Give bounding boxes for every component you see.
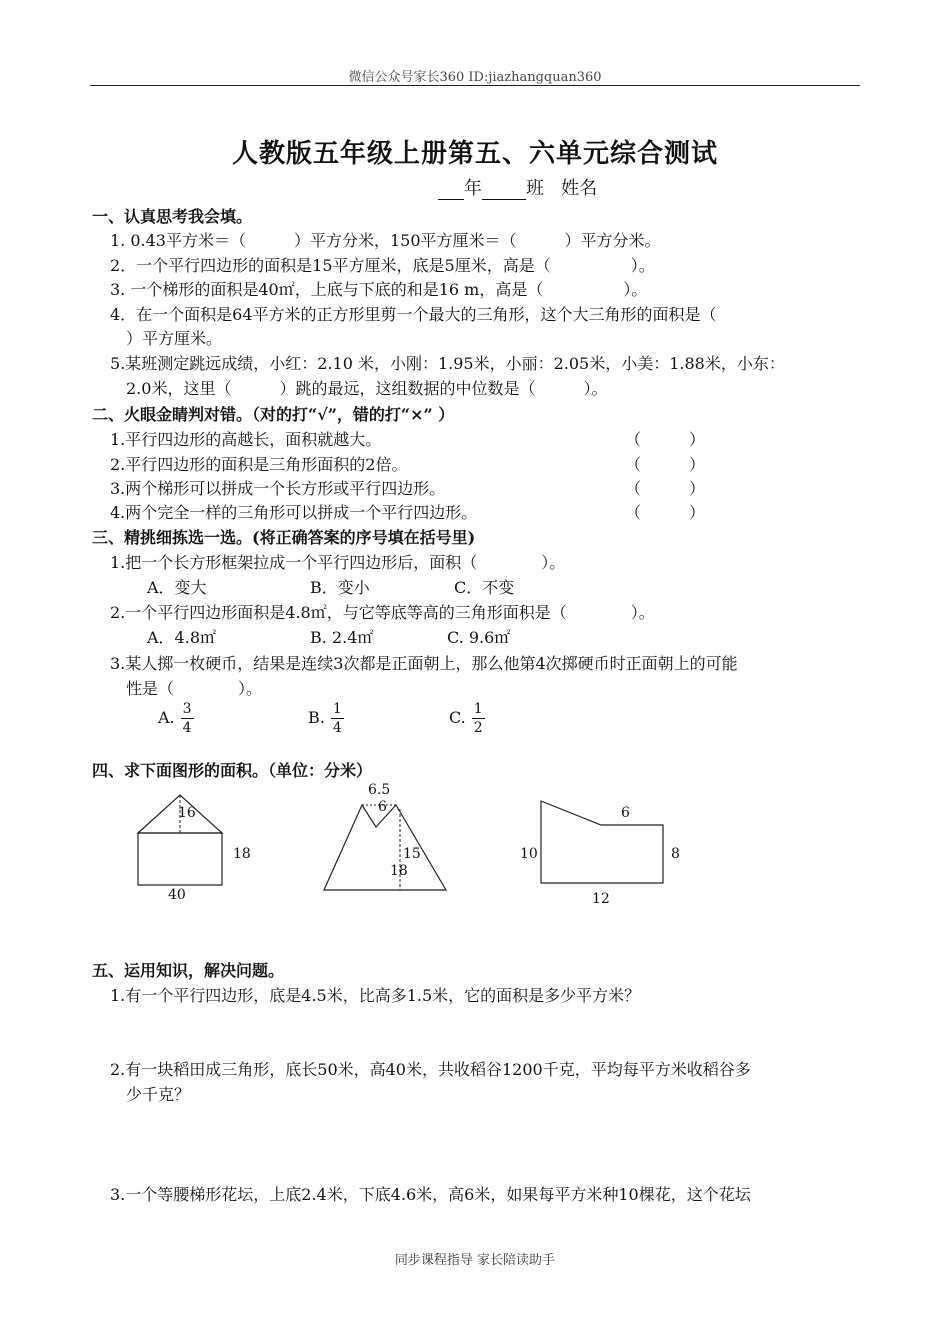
class-blank[interactable] bbox=[482, 181, 526, 200]
s2-answer-2[interactable]: （ ） bbox=[625, 455, 706, 474]
header-note: 微信公众号家长360 ID:jiazhangquan360 bbox=[348, 70, 602, 85]
fig1-rectangle bbox=[138, 833, 222, 885]
s2-item-4: 4.两个完全一样的三角形可以拼成一个平行四边形。 bbox=[110, 503, 478, 522]
fig2-label-inner: 6 bbox=[378, 799, 387, 815]
s1-question-5-line2: 2.0米，这里（ ）跳的最远，这组数据的中位数是（ ）。 bbox=[126, 379, 608, 398]
s1-question-2: 2．一个平行四边形的面积是15平方厘米，底是5厘米，高是（ ）。 bbox=[110, 256, 655, 275]
header-divider bbox=[90, 85, 860, 86]
s1-question-4-line1: 4．在一个面积是64平方米的正方形里剪一个最大的三角形，这个大三角形的面积是（ bbox=[110, 305, 717, 324]
fig1-label-bottom: 40 bbox=[168, 887, 186, 903]
figure-3-trapezoid bbox=[535, 795, 670, 890]
fraction-c-numerator: 1 bbox=[473, 701, 483, 717]
fig2-label-bottom: 18 bbox=[390, 863, 408, 879]
section3-heading: 三、精挑细拣选一选。(将正确答案的序号填在括号里) bbox=[92, 528, 476, 547]
fig2-outline bbox=[324, 805, 446, 890]
s1-question-3: 3. 一个梯形的面积是40㎡，上底与下底的和是16 m，高是（ ）。 bbox=[110, 280, 648, 299]
fig1-label-side: 18 bbox=[233, 846, 251, 862]
s2-answer-4[interactable]: （ ） bbox=[625, 503, 706, 522]
section1-heading: 一、认真思考我会填。 bbox=[92, 207, 253, 226]
s3-question-3-line1: 3.某人掷一枚硬币，结果是连续3次都是正面朝上，那么他第4次掷硬币时正面朝上的可能 bbox=[110, 654, 738, 673]
year-label: 年 bbox=[464, 178, 482, 199]
s3-q1-option-c[interactable]: C．不变 bbox=[454, 578, 515, 597]
s1-question-1: 1. 0.43平方米＝（ ）平方分米，150平方厘米＝（ ）平方分米。 bbox=[110, 231, 661, 250]
student-info-line bbox=[438, 174, 597, 200]
fraction-b-numerator: 1 bbox=[332, 701, 342, 717]
fig2-label-height: 15 bbox=[403, 846, 421, 862]
fig3-label-left: 10 bbox=[520, 846, 538, 862]
s1-question-4-line2: ）平方厘米。 bbox=[126, 329, 223, 348]
section2-heading: 二、火眼金睛判对错。（对的打“√”，错的打“×” ） bbox=[92, 405, 455, 424]
s2-item-1: 1.平行四边形的高越长，面积就越大。 bbox=[110, 430, 382, 449]
option-b-label: B. bbox=[308, 708, 325, 727]
fig3-outline bbox=[541, 801, 663, 883]
s3-q3-option-a[interactable] bbox=[158, 700, 194, 737]
section5-heading: 五、运用知识，解决问题。 bbox=[92, 961, 285, 980]
fig3-label-top: 6 bbox=[621, 805, 630, 821]
s5-question-2-line1: 2.有一块稻田成三角形，底长50米，高40米，共收稻谷1200千克，平均每平方米收稻谷多 bbox=[110, 1060, 751, 1079]
s3-q2-option-a[interactable]: A．4.8㎡ bbox=[147, 628, 217, 647]
s3-q2-option-b[interactable]: B. 2.4㎡ bbox=[310, 628, 374, 647]
figure-2-notched-triangle bbox=[320, 795, 455, 895]
s5-question-3: 3.一个等腰梯形花坛，上底2.4米，下底4.6米，高6米，如果每平方米种10棵花，这个花坛 bbox=[110, 1185, 751, 1204]
fraction-b-denominator: 4 bbox=[332, 720, 342, 736]
s3-q1-option-b[interactable]: B．变小 bbox=[310, 578, 370, 597]
option-c-label: C. bbox=[449, 708, 466, 727]
s3-question-1: 1.把一个长方形框架拉成一个平行四边形后，面积（ ）。 bbox=[110, 553, 566, 572]
s3-q3-option-c[interactable] bbox=[449, 700, 485, 737]
fig1-label-top: 16 bbox=[178, 805, 196, 821]
fraction-a bbox=[181, 700, 194, 737]
option-a-label: A. bbox=[158, 708, 175, 727]
s3-question-2: 2.一个平行四边形面积是4.8㎡，与它等底等高的三角形面积是（ ）。 bbox=[110, 603, 655, 622]
name-label: 姓名 bbox=[561, 178, 598, 199]
page-footer: 同步课程指导 家长陪读助手 bbox=[394, 1253, 556, 1268]
s3-q2-option-c[interactable]: C. 9.6㎡ bbox=[447, 628, 511, 647]
fraction-a-denominator: 4 bbox=[182, 720, 192, 736]
page-title: 人教版五年级上册第五、六单元综合测试 bbox=[231, 139, 718, 169]
fraction-c-denominator: 2 bbox=[473, 720, 483, 736]
s3-question-3-line2: 性是（ ）。 bbox=[126, 679, 263, 698]
s3-q3-option-b[interactable] bbox=[308, 700, 344, 737]
fraction-b bbox=[331, 700, 344, 737]
s1-question-5-line1: 5.某班测定跳远成绩，小红：2.10 米，小刚：1.95米，小丽：2.05米，小美：1.88米，小东： bbox=[110, 354, 785, 373]
fig3-label-bottom: 12 bbox=[592, 891, 610, 907]
s5-question-1: 1.有一个平行四边形，底是4.5米，比高多1.5米，它的面积是多少平方米？ bbox=[110, 986, 641, 1005]
s5-question-2-line2: 少千克？ bbox=[126, 1085, 191, 1104]
fraction-a-numerator: 3 bbox=[182, 701, 192, 717]
year-blank[interactable] bbox=[438, 181, 464, 200]
class-label: 班 bbox=[526, 178, 544, 199]
fig2-label-top: 6.5 bbox=[368, 782, 391, 798]
section4-heading: 四、求下面图形的面积。（单位：分米） bbox=[92, 761, 373, 780]
s2-answer-3[interactable]: （ ） bbox=[625, 479, 706, 498]
fraction-c bbox=[472, 700, 485, 737]
s3-q1-option-a[interactable]: A．变大 bbox=[147, 578, 207, 597]
s2-item-3: 3.两个梯形可以拼成一个长方形或平行四边形。 bbox=[110, 479, 446, 498]
s2-item-2: 2.平行四边形的面积是三角形面积的2倍。 bbox=[110, 455, 408, 474]
fig3-label-right: 8 bbox=[671, 846, 680, 862]
s2-answer-1[interactable]: （ ） bbox=[625, 430, 706, 449]
